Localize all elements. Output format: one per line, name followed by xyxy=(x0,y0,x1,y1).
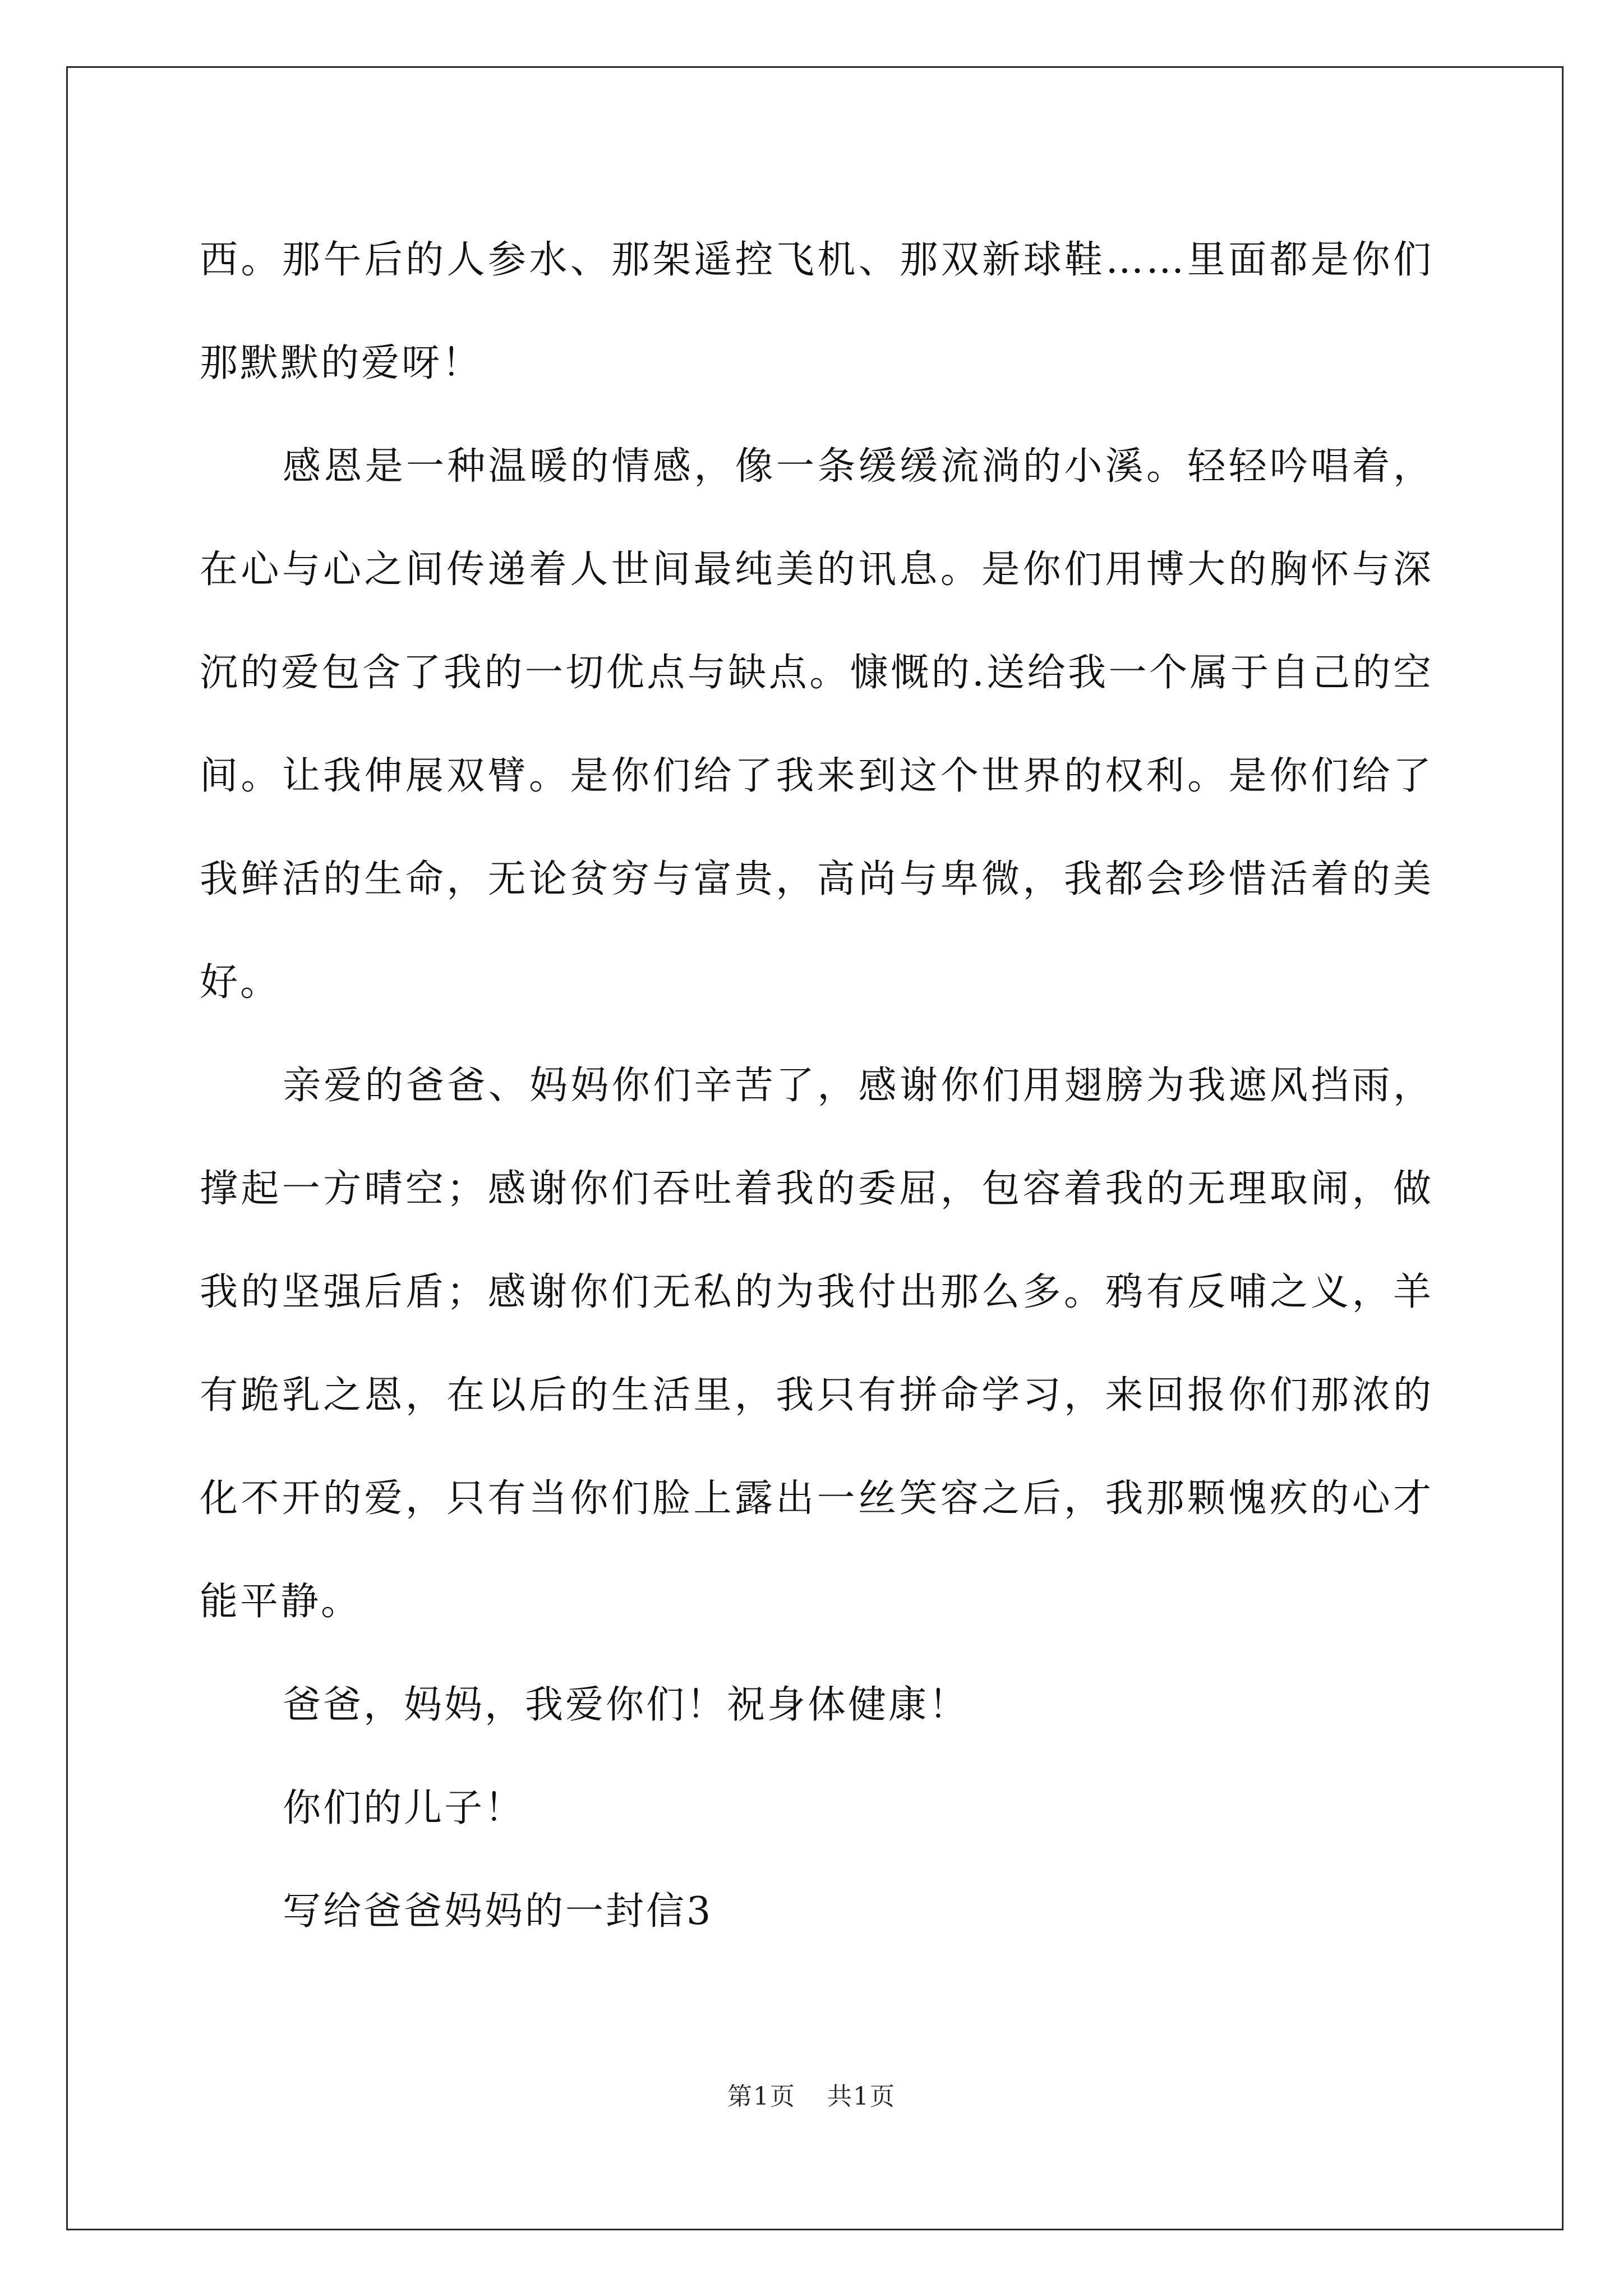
page-footer xyxy=(0,2080,1623,2114)
paragraph-wishes: 爸爸，妈妈，我爱你们！祝身体健康！ xyxy=(283,1683,970,1727)
page-number-current: 第1页 xyxy=(727,2082,796,2111)
paragraph-thanks-parents: 亲爱的爸爸、妈妈你们辛苦了，感谢你们用翅膀为我遮风挡雨，撑起一方晴空；感谢你们吞吐着我的委屈，包容着我的无理取闹，做我的坚强后盾；感谢你们无私的为我付出那么多。鸦有反哺之义，羊有跪乳之恩，在以后的生活里，我只有拼命学习，来回报你们那浓的化不开的爱，只有当你们脸上露出一丝笑容之后，我那颗愧疚的心才能平静。 xyxy=(200,1064,1433,1624)
page-number-total: 共1页 xyxy=(827,2082,896,2111)
paragraph-gratitude: 感恩是一种温暖的情感，像一条缓缓流淌的小溪。轻轻吟唱着，在心与心之间传递着人世间最纯美的讯息。是你们用博大的胸怀与深沉的爱包含了我的一切优点与缺点。慷慨的.送给我一个属于自己的空间。让我伸展双臂。是你们给了我来到这个世界的权利。是你们给了我鲜活的生命，无论贫穷与富贵，高尚与卑微，我都会珍惜活着的美好。 xyxy=(200,444,1433,1005)
paragraph-continuation: 西。那午后的人参水、那架遥控飞机、那双新球鞋……里面都是你们那默默的爱呀！ xyxy=(200,238,1433,385)
next-letter-title: 写给爸爸妈妈的一封信3 xyxy=(283,1889,713,1934)
signature-line: 你们的儿子！ xyxy=(283,1786,525,1830)
document-body xyxy=(200,209,1433,1963)
